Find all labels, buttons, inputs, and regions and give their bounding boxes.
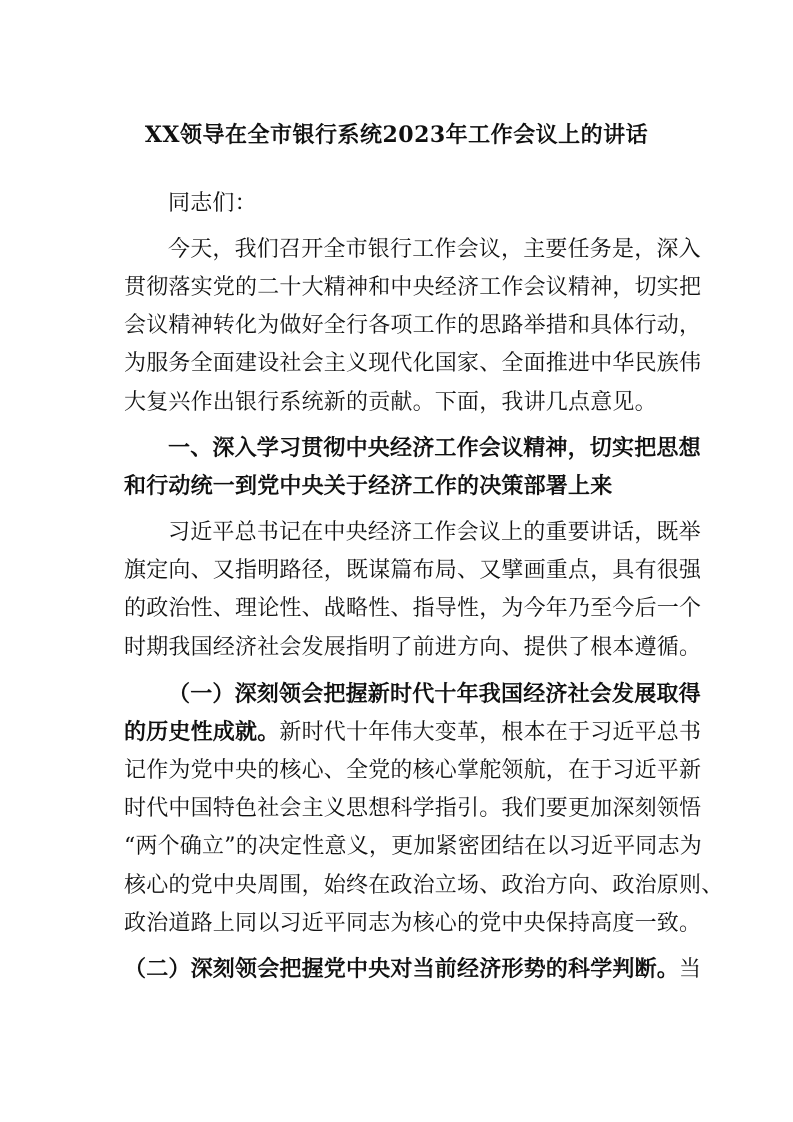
- subsection-1-line: 政治道路上同以习近平同志为核心的党中央保持高度一致。: [124, 911, 702, 936]
- para2-line: 习近平总书记在中央经济工作会议上的重要讲话，既举: [168, 520, 701, 545]
- para2-line: 的政治性、理论性、战略性、指导性，为今年乃至今后一个: [124, 596, 702, 621]
- section-heading-1: 和行动统一到党中央关于经济工作的决策部署上来: [124, 473, 613, 499]
- subsection-1-line: 时代中国特色社会主义思想科学指引。我们要更加深刻领悟: [124, 796, 702, 821]
- para2-line: 旗定向、又指明路径，既谋篇布局、又擘画重点，具有很强: [124, 558, 702, 583]
- subsection-heading-1: （一）深刻领会把握新时代十年我国经济社会发展取得: [168, 681, 701, 707]
- para1-line: 贯彻落实党的二十大精神和中央经济工作会议精神，切实把: [124, 275, 702, 300]
- subsection-2-text: 当: [679, 957, 702, 982]
- subsection-heading-2: （二）深刻领会把握党中央对当前经济形势的科学判断。: [124, 956, 680, 982]
- para1-line: 会议精神转化为做好全行各项工作的思路举措和具体行动，: [124, 313, 702, 338]
- para2-line: 时期我国经济社会发展指明了前进方向、提供了根本遵循。: [124, 635, 702, 660]
- para1-line: 为服务全面建设社会主义现代化国家、全面推进中华民族伟: [124, 351, 702, 376]
- document-title: XX领导在全市银行系统2023年工作会议上的讲话: [144, 122, 649, 148]
- subsection-2-line: [124, 952, 702, 983]
- salutation: 同志们：: [168, 191, 257, 216]
- subsection-1-line: 记作为党中央的核心、全党的核心掌舵领航，在于习近平新: [124, 758, 702, 783]
- para1-line: 今天，我们召开全市银行工作会议，主要任务是，深入: [168, 237, 701, 262]
- subsection-heading-1-end: 的历史性成就。: [124, 719, 280, 745]
- subsection-1-line: [124, 715, 702, 746]
- subsection-1-line: “两个确立”的决定性意义，更加紧密团结在以习近平同志为: [124, 834, 702, 859]
- subsection-1-line: 核心的党中央周围，始终在政治立场、政治方向、政治原则、: [124, 873, 724, 898]
- section-heading-1: 一、深入学习贯彻中央经济工作会议精神，切实把思想: [168, 435, 701, 461]
- subsection-1-text: 新时代十年伟大变革，根本在于习近平总书: [279, 720, 702, 745]
- para1-line: 大复兴作出银行系统新的贡献。下面，我讲几点意见。: [124, 390, 657, 415]
